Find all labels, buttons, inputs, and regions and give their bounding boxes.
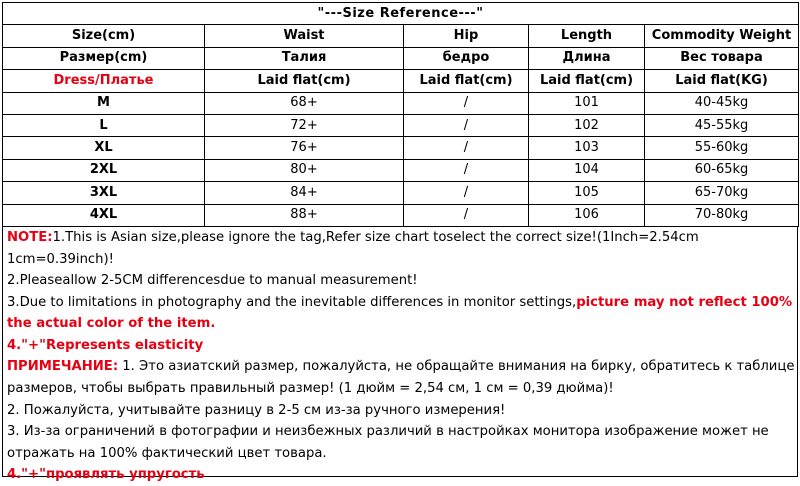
cell-size: 2XL <box>3 159 205 181</box>
cell-waist: 76+ <box>205 137 404 159</box>
table-row <box>3 159 799 181</box>
cell-weight: 70-80kg <box>645 204 799 226</box>
note-3-highlight: picture may not reflect 100% the actual color of the item. <box>7 294 793 332</box>
size-table <box>2 2 799 227</box>
cell-weight: 65-70kg <box>645 182 799 204</box>
cell-waist: 68+ <box>205 92 404 114</box>
cell-hip: / <box>404 204 529 226</box>
cell-waist: 88+ <box>205 204 404 226</box>
header-waist-ru: Талия <box>205 47 404 69</box>
cell-size: 4XL <box>3 204 205 226</box>
header-row-units <box>3 70 799 92</box>
cell-hip: / <box>404 182 529 204</box>
cell-size: XL <box>3 137 205 159</box>
cell-length: 103 <box>529 137 645 159</box>
note-ru-label: ПРИМЕЧАНИЕ: <box>7 359 119 375</box>
note-3-text: 3.Due to limitations in photography and the inevitable differences in monitor settings, <box>7 294 577 310</box>
note-ru-3: 3. Из-за ограничений в фотографии и неизбежных различий в настройках монитора изображение может не отражать на 100% фактический цвет товара. <box>7 424 769 461</box>
unit-waist: Laid flat(cm) <box>205 70 404 92</box>
unit-hip: Laid flat(cm) <box>404 70 529 92</box>
header-weight-ru: Вес товара <box>645 47 799 69</box>
cell-waist: 72+ <box>205 114 404 136</box>
note-ru-1 <box>7 356 797 399</box>
size-chart <box>2 2 798 483</box>
header-row-ru <box>3 47 799 69</box>
header-row-en <box>3 25 799 47</box>
cell-size: 3XL <box>3 182 205 204</box>
unit-weight: Laid flat(KG) <box>645 70 799 92</box>
cell-weight: 40-45kg <box>645 92 799 114</box>
cell-weight: 60-65kg <box>645 159 799 181</box>
table-row <box>3 137 799 159</box>
cell-length: 102 <box>529 114 645 136</box>
note-ru-1-text: 1. Это азиатский размер, пожалуйста, не обращайте внимания на бирку, обратитесь к таблице размеров, чтобы выбрать правильный размер! (1 дюйм = 2,54 см, 1 см = 0,39 дюйма)! <box>7 359 795 397</box>
table-row <box>3 204 799 226</box>
cell-weight: 55-60kg <box>645 137 799 159</box>
header-length: Length <box>529 25 645 47</box>
table-row <box>3 182 799 204</box>
cell-size: L <box>3 114 205 136</box>
note-label: NOTE: <box>7 229 53 245</box>
note-ru-4: 4."+"проявлять упругость <box>7 467 205 483</box>
note-4: 4."+"Represents elasticity <box>7 337 204 353</box>
cell-hip: / <box>404 137 529 159</box>
header-waist: Waist <box>205 25 404 47</box>
header-hip-ru: бедро <box>404 47 529 69</box>
cell-length: 101 <box>529 92 645 114</box>
title-row <box>3 3 799 25</box>
cell-hip: / <box>404 92 529 114</box>
header-size-ru: Размер(cm) <box>3 47 205 69</box>
header-weight: Commodity Weight <box>645 25 799 47</box>
header-length-ru: Длина <box>529 47 645 69</box>
cell-waist: 84+ <box>205 182 404 204</box>
note-2: 2.Pleaseallow 2-5CM differencesdue to manual measurement! <box>7 273 418 289</box>
unit-length: Laid flat(cm) <box>529 70 645 92</box>
cell-length: 105 <box>529 182 645 204</box>
table-title: "---Size Reference---" <box>3 3 799 25</box>
dress-label: Dress/Платье <box>3 70 205 92</box>
note-1 <box>7 227 797 270</box>
cell-waist: 80+ <box>205 159 404 181</box>
cell-weight: 45-55kg <box>645 114 799 136</box>
table-row <box>3 114 799 136</box>
cell-hip: / <box>404 114 529 136</box>
header-size: Size(cm) <box>3 25 205 47</box>
notes-section <box>2 227 798 483</box>
note-ru-2: 2. Пожалуйста, учитывайте разницу в 2-5 см из-за ручного измерения! <box>7 402 506 418</box>
cell-length: 106 <box>529 204 645 226</box>
cell-size: M <box>3 92 205 114</box>
note-1-text: 1.This is Asian size,please ignore the tag,Refer size chart toselect the correct size!(1Inch=2.54cm 1cm=0.39inch)! <box>7 229 699 267</box>
cell-length: 104 <box>529 159 645 181</box>
note-3 <box>7 292 797 335</box>
table-row <box>3 92 799 114</box>
cell-hip: / <box>404 159 529 181</box>
header-hip: Hip <box>404 25 529 47</box>
